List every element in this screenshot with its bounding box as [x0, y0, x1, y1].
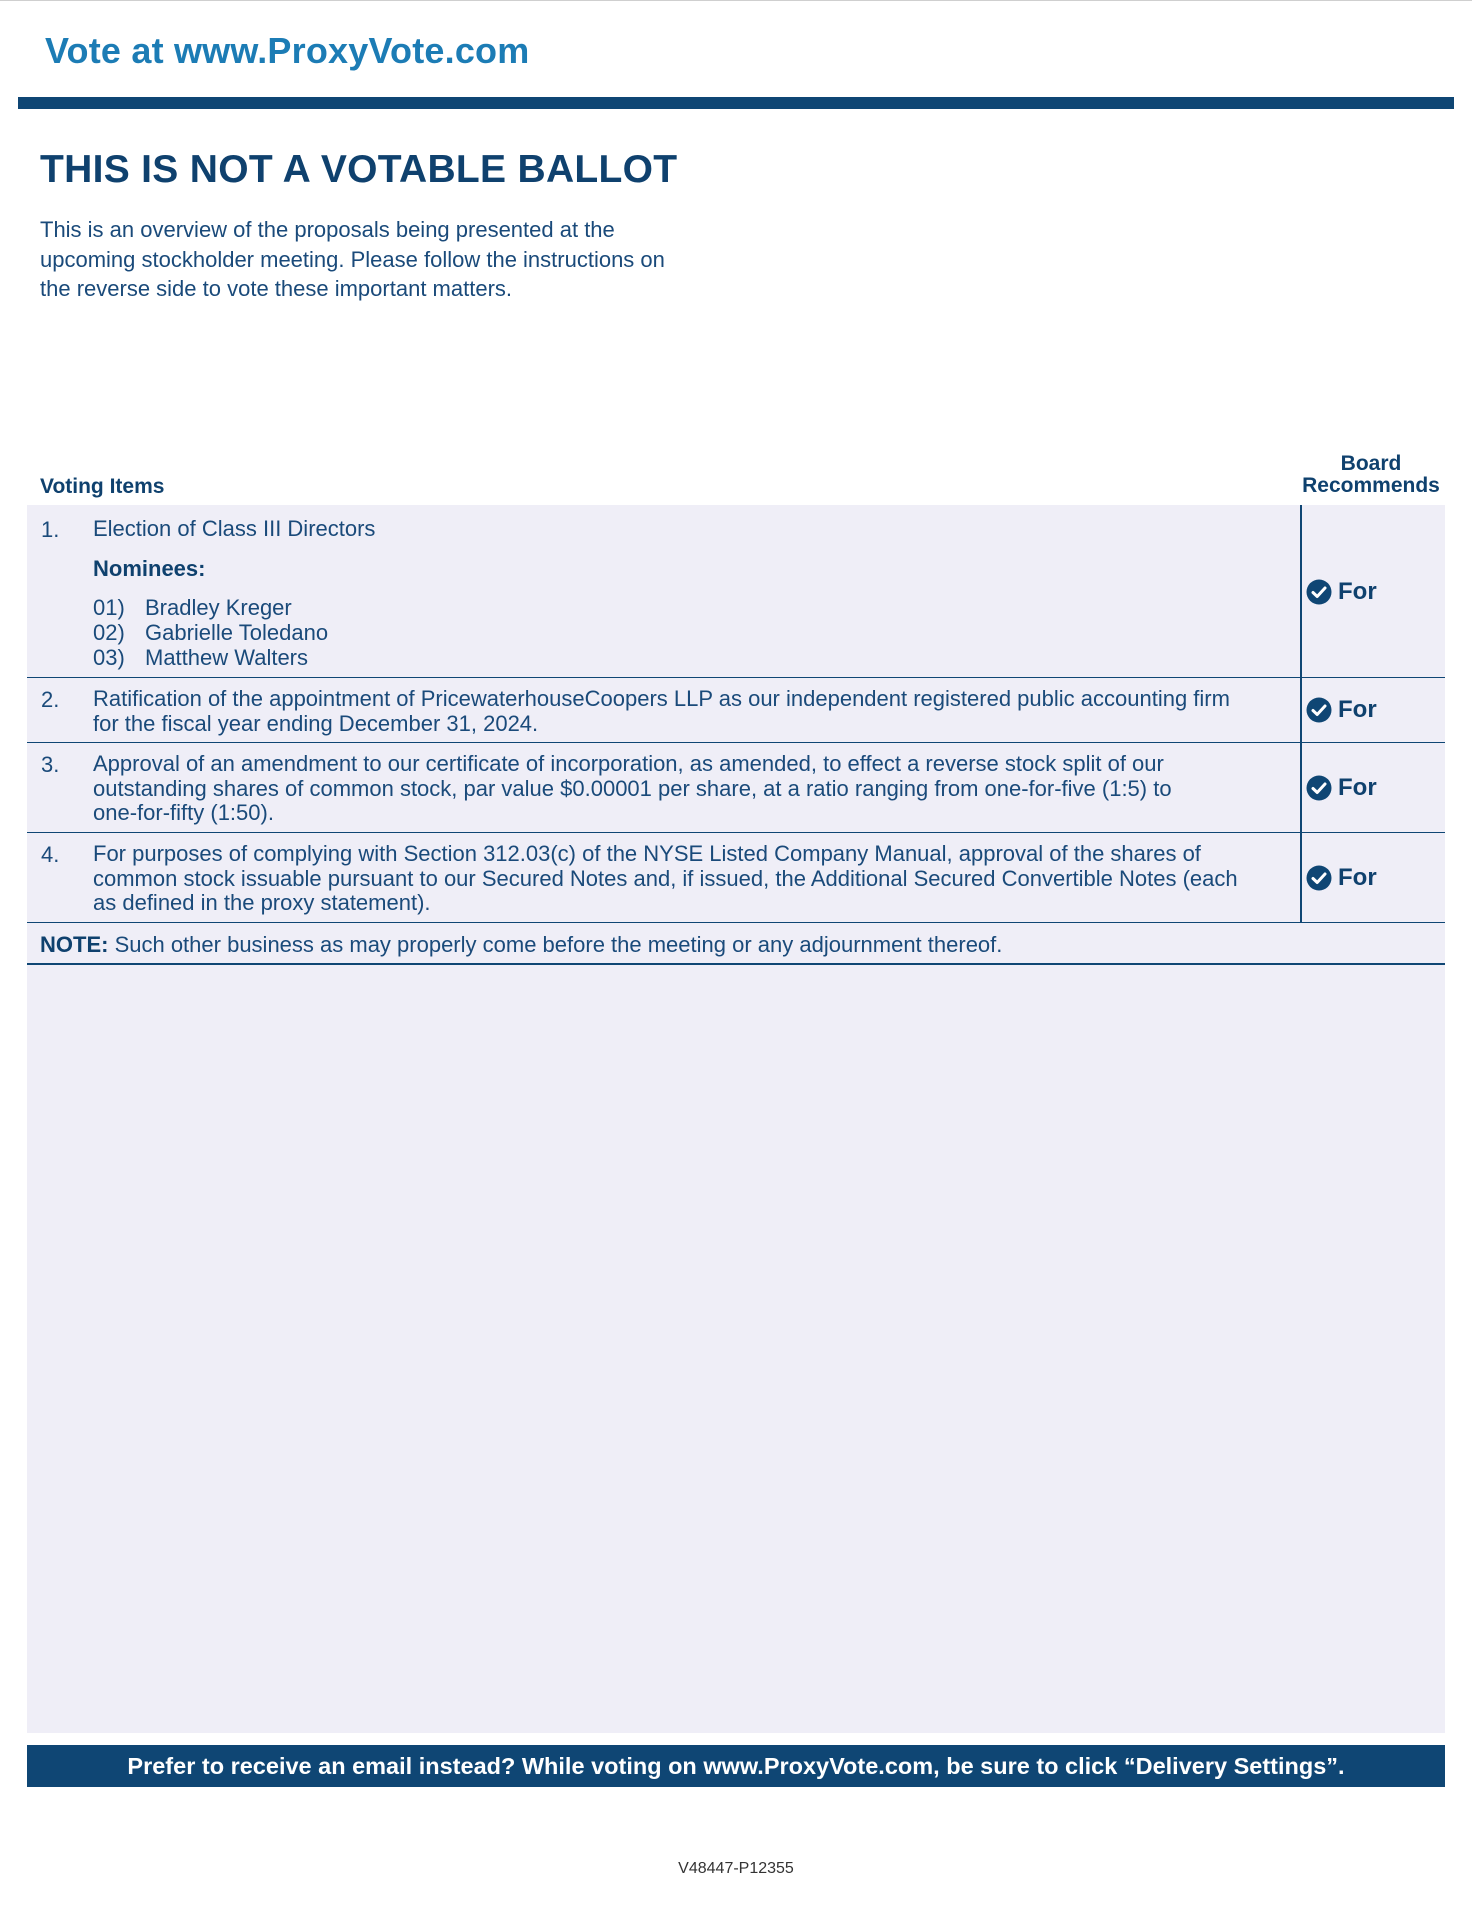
document-code: V48447-P12355 — [678, 1860, 794, 1877]
item-number: 1. — [41, 517, 60, 542]
item-text-line: one-for-fifty (1:50). — [93, 800, 274, 825]
item-text-line: outstanding shares of common stock, par value $0.00001 per share, at a ratio ranging from one-for-five (1:5) to — [93, 775, 1172, 801]
note-label: NOTE: — [40, 932, 109, 957]
board-header-line: Board — [1340, 452, 1402, 475]
item-text-line: as defined in the proxy statement). — [93, 890, 431, 915]
note-body: Such other business as may properly come before the meeting or any adjournment thereof. — [108, 932, 1003, 957]
column-divider — [1300, 833, 1302, 922]
recommendation — [1306, 774, 1377, 802]
voting-item-3 — [27, 743, 1445, 833]
nominee-name: Gabrielle Toledano — [145, 620, 329, 645]
item-number: 4. — [41, 842, 60, 867]
check-circle-icon — [1306, 697, 1332, 723]
nominee-number: 02) — [93, 620, 125, 645]
item-text-line: Election of Class III Directors — [93, 516, 376, 541]
board-recommends-header — [1300, 453, 1442, 497]
column-divider — [1300, 678, 1302, 742]
intro-line: the reverse side to vote these important matters. — [40, 276, 513, 301]
voting-item-1 — [27, 505, 1445, 678]
item-text — [93, 752, 1315, 826]
nominee-item — [93, 645, 308, 671]
column-divider — [1300, 743, 1302, 832]
nominees-label: Nominees: — [93, 556, 206, 581]
check-circle-icon — [1306, 579, 1332, 605]
nominee-number: 03) — [93, 645, 125, 670]
recommendation-label: For — [1338, 696, 1377, 723]
item-number: 3. — [41, 752, 60, 777]
nominee-name: Bradley Kreger — [145, 595, 292, 620]
voting-items-header: Voting Items — [40, 475, 165, 498]
column-divider — [1300, 505, 1302, 677]
intro-text — [40, 215, 740, 304]
nominee-name: Matthew Walters — [145, 645, 309, 670]
recommendation — [1306, 864, 1377, 892]
recommendation-label: For — [1338, 864, 1377, 891]
intro-line: This is an overview of the proposals being presented at the — [40, 217, 615, 242]
item-text-line: for the fiscal year ending December 31, 2024. — [93, 710, 539, 736]
item-number: 2. — [41, 687, 60, 712]
board-header-line: Recommends — [1302, 474, 1440, 497]
recommendation-label: For — [1338, 774, 1377, 801]
email-banner: Prefer to receive an email instead? While voting on www.ProxyVote.com, be sure to click “Delivery Settings”. — [27, 1745, 1445, 1787]
item-text — [93, 687, 1315, 736]
nominee-number: 01) — [93, 595, 125, 620]
item-text-line: Approval of an amendment to our certificate of incorporation, as amended, to effect a reverse stock split of our — [93, 751, 1164, 776]
voting-item-4 — [27, 833, 1445, 923]
note-text — [40, 932, 1002, 958]
item-text — [93, 842, 1315, 916]
nominee-item — [93, 595, 292, 621]
voting-item-2 — [27, 678, 1445, 743]
item-text-line: common stock issuable pursuant to our Secured Notes and, if issued, the Additional Secured Convertible Notes (each — [93, 865, 1238, 891]
recommendation — [1306, 578, 1377, 606]
recommendation-label: For — [1338, 578, 1377, 605]
top-rule — [0, 0, 1472, 1]
check-circle-icon — [1306, 865, 1332, 891]
item-text-line: For purposes of complying with Section 312.03(c) of the NYSE Listed Company Manual, approval of the shares of — [93, 841, 1201, 866]
item-text — [93, 517, 1315, 542]
header-bar — [18, 97, 1454, 109]
nominee-item — [93, 620, 328, 646]
item-text-line: Ratification of the appointment of PricewaterhouseCoopers LLP as our independent registered public accounting firm — [93, 686, 1230, 711]
vote-url-heading: Vote at www.ProxyVote.com — [45, 30, 530, 71]
note-rule — [27, 963, 1445, 965]
check-circle-icon — [1306, 775, 1332, 801]
recommendation — [1306, 696, 1377, 724]
page-title: THIS IS NOT A VOTABLE BALLOT — [40, 148, 678, 191]
intro-line: upcoming stockholder meeting. Please follow the instructions on — [40, 246, 665, 272]
